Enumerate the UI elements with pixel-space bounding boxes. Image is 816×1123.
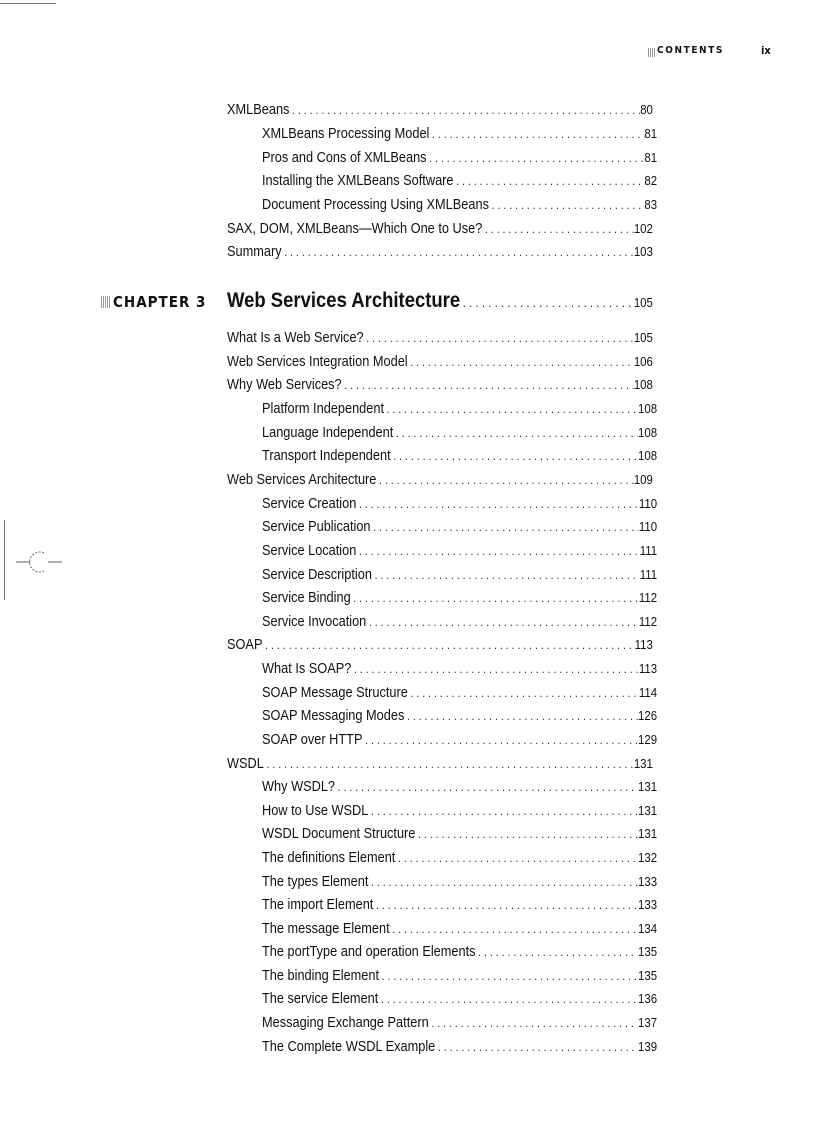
toc-entry[interactable] <box>262 398 657 420</box>
leader-dots <box>356 540 639 562</box>
toc-entry[interactable] <box>262 194 657 216</box>
toc-entry-page: 113 <box>634 637 653 652</box>
crop-mark-left <box>4 520 5 600</box>
leader-dots <box>429 123 644 145</box>
toc-entry[interactable] <box>262 800 657 822</box>
toc-entry-title: Pros and Cons of XMLBeans <box>262 150 427 166</box>
toc-entry[interactable] <box>262 965 657 987</box>
toc-entry[interactable] <box>262 705 657 727</box>
toc-entry-page: 80 <box>640 102 653 117</box>
toc-entry-title: SOAP Message Structure <box>262 685 408 701</box>
toc-entry[interactable] <box>262 493 657 515</box>
toc-entry-title: Web Services Architecture <box>227 472 377 488</box>
leader-dots <box>373 894 638 916</box>
toc-entry-page: 105 <box>633 330 653 345</box>
toc-entry-title: The service Element <box>262 991 379 1007</box>
toc-entry-title: The types Element <box>262 874 369 890</box>
toc-entry[interactable] <box>262 147 657 169</box>
toc-entry-title: Service Invocation <box>262 614 367 630</box>
toc-entry[interactable] <box>262 776 657 798</box>
leader-dots <box>368 800 638 822</box>
leader-dots <box>476 941 639 963</box>
toc-entry-title: Installing the XMLBeans Software <box>262 173 454 189</box>
toc-entry-title: Document Processing Using XMLBeans <box>262 197 489 213</box>
crop-mark-top <box>0 3 56 4</box>
leader-dots <box>335 776 638 798</box>
toc-entry[interactable] <box>227 634 653 656</box>
toc-entry-page: 108 <box>633 377 653 392</box>
page-folio: ix <box>761 44 771 57</box>
leader-dots <box>362 729 638 751</box>
toc-entry-title: The definitions Element <box>262 850 396 866</box>
toc-entry-title: Why WSDL? <box>262 779 336 795</box>
leader-dots <box>342 374 634 396</box>
leader-dots <box>366 611 639 633</box>
toc-entry[interactable] <box>262 540 657 562</box>
toc-entry-title: SOAP over HTTP <box>262 732 363 748</box>
toc-entry-page: 131 <box>638 803 658 818</box>
leader-dots <box>454 170 645 192</box>
toc-entry[interactable] <box>262 170 657 192</box>
toc-entry[interactable] <box>262 847 657 869</box>
chapter-label <box>101 290 206 314</box>
toc-entry-page: 136 <box>638 991 658 1006</box>
chapter-tab-mark <box>101 296 110 308</box>
toc-entry-title: Service Description <box>262 567 372 583</box>
leader-dots <box>489 194 644 216</box>
toc-entry[interactable] <box>262 445 657 467</box>
toc-entry[interactable] <box>262 988 657 1010</box>
leader-dots <box>460 290 634 316</box>
leader-dots <box>351 587 639 609</box>
toc-entry-page: 82 <box>644 173 658 188</box>
leader-dots <box>351 658 639 680</box>
toc-entry[interactable] <box>262 941 657 963</box>
leader-dots <box>264 753 634 775</box>
toc-entry[interactable] <box>227 469 653 491</box>
toc-entry-page: 131 <box>638 826 658 841</box>
leader-dots <box>372 564 640 586</box>
toc-entry[interactable] <box>262 1012 657 1034</box>
leader-dots <box>390 918 638 940</box>
chapter-entry[interactable] <box>227 288 653 314</box>
leader-dots <box>376 469 633 491</box>
leader-dots <box>371 516 639 538</box>
toc-entry-page: 135 <box>638 968 658 983</box>
toc-entry-page: 108 <box>638 425 658 440</box>
toc-entry-title: What Is a Web Service? <box>227 330 364 346</box>
registration-mark-icon <box>16 547 62 577</box>
toc-entry[interactable] <box>227 241 653 263</box>
toc-entry-page: 126 <box>638 708 658 723</box>
running-head-label: CONTENTS <box>657 45 725 56</box>
toc-entry-title: What Is SOAP? <box>262 661 352 677</box>
toc-entry[interactable] <box>262 422 657 444</box>
toc-entry-page: 135 <box>638 944 658 959</box>
toc-entry[interactable] <box>262 123 657 145</box>
chapter-page: 105 <box>633 295 653 310</box>
leader-dots <box>384 398 638 420</box>
toc-entry-title: The Complete WSDL Example <box>262 1039 436 1055</box>
toc-entry[interactable] <box>262 823 657 845</box>
toc-entry-title: Why Web Services? <box>227 377 342 393</box>
toc-entry-title: Service Binding <box>262 590 351 606</box>
chapter-title: Web Services Architecture <box>227 289 461 312</box>
running-head <box>600 44 775 64</box>
toc-entry-page: 131 <box>638 779 658 794</box>
toc-entry-title: Service Publication <box>262 519 371 535</box>
toc-entry[interactable] <box>262 658 657 680</box>
toc-entry-title: The message Element <box>262 921 390 937</box>
toc-entry-page: 83 <box>644 197 658 212</box>
toc-entry[interactable] <box>227 99 653 121</box>
leader-dots <box>262 634 634 656</box>
leader-dots <box>379 965 638 987</box>
toc-entry-page: 139 <box>638 1039 658 1054</box>
toc-entry[interactable] <box>227 327 653 349</box>
toc-entry-page: 108 <box>638 401 658 416</box>
toc-entry-page: 103 <box>633 244 653 259</box>
toc-entry-page: 102 <box>633 221 653 236</box>
leader-dots <box>364 327 634 349</box>
toc-entry-title: Web Services Integration Model <box>227 354 408 370</box>
toc-entry-page: 114 <box>638 685 658 700</box>
chapter-number: CHAPTER 3 <box>113 293 207 311</box>
leader-dots <box>282 241 634 263</box>
toc-entry-page: 111 <box>639 567 658 582</box>
toc-entry-page: 111 <box>639 543 658 558</box>
leader-dots <box>356 493 639 515</box>
toc-entry[interactable] <box>262 682 657 704</box>
toc-entry[interactable] <box>227 374 653 396</box>
toc-entry-title: How to Use WSDL <box>262 803 369 819</box>
toc-entry-page: 131 <box>633 756 653 771</box>
toc-entry-title: Platform Independent <box>262 401 385 417</box>
toc-entry-page: 133 <box>638 897 658 912</box>
leader-dots <box>415 823 638 845</box>
toc-entry-page: 112 <box>638 590 658 605</box>
toc-entry[interactable] <box>262 871 657 893</box>
toc-entry-title: Messaging Exchange Pattern <box>262 1015 429 1031</box>
leader-dots <box>368 871 638 893</box>
toc-entry-title: Service Location <box>262 543 357 559</box>
toc-entry-page: 106 <box>633 354 653 369</box>
toc-entry-page: 113 <box>638 661 658 676</box>
toc-entry-title: The portType and operation Elements <box>262 944 476 960</box>
leader-dots <box>427 147 645 169</box>
leader-dots <box>482 218 634 240</box>
toc-entry-page: 81 <box>644 150 658 165</box>
toc-entry[interactable] <box>262 516 657 538</box>
toc-entry-page: 108 <box>638 448 658 463</box>
toc-entry-page: 110 <box>638 519 658 534</box>
toc-entry-page: 109 <box>633 472 653 487</box>
toc-entry-title: SAX, DOM, XMLBeans—Which One to Use? <box>227 221 483 237</box>
leader-dots <box>378 988 638 1010</box>
toc-entry[interactable] <box>262 1036 657 1058</box>
toc-entry-page: 112 <box>638 614 658 629</box>
leader-dots <box>289 99 640 121</box>
toc-entry-title: Service Creation <box>262 496 357 512</box>
toc-entry-title: SOAP Messaging Modes <box>262 708 405 724</box>
toc-entry-page: 81 <box>644 126 658 141</box>
toc-entry[interactable] <box>227 351 653 373</box>
toc-entry-title: SOAP <box>227 637 263 653</box>
section-tab-mark <box>648 48 656 57</box>
toc-entry[interactable] <box>227 753 653 775</box>
toc-entry[interactable] <box>262 587 657 609</box>
toc-entry[interactable] <box>262 564 657 586</box>
toc-entry-title: Language Independent <box>262 425 394 441</box>
leader-dots <box>408 351 634 373</box>
toc-entry-page: 137 <box>638 1015 658 1030</box>
leader-dots <box>391 445 638 467</box>
leader-dots <box>429 1012 638 1034</box>
toc-entry-page: 133 <box>638 874 658 889</box>
toc-entry-title: Transport Independent <box>262 448 391 464</box>
toc-entry[interactable] <box>262 729 657 751</box>
toc-entry[interactable] <box>227 218 653 240</box>
toc-entry-title: The binding Element <box>262 968 380 984</box>
toc-entry-title: The import Element <box>262 897 374 913</box>
leader-dots <box>408 682 639 704</box>
toc-entry-page: 134 <box>638 921 658 936</box>
leader-dots <box>435 1036 638 1058</box>
toc-entry-page: 110 <box>638 496 658 511</box>
leader-dots <box>395 847 638 869</box>
toc-entry-title: WSDL Document Structure <box>262 826 416 842</box>
toc-entry-title: WSDL <box>227 756 264 772</box>
toc-entry[interactable] <box>262 894 657 916</box>
leader-dots <box>393 422 638 444</box>
toc-entry-title: XMLBeans <box>227 102 290 118</box>
toc-entry-page: 132 <box>638 850 658 865</box>
toc-entry-title: Summary <box>227 244 282 260</box>
toc-entry[interactable] <box>262 918 657 940</box>
toc-entry[interactable] <box>262 611 657 633</box>
toc-entry-page: 129 <box>638 732 658 747</box>
leader-dots <box>404 705 638 727</box>
toc-entry-title: XMLBeans Processing Model <box>262 126 430 142</box>
